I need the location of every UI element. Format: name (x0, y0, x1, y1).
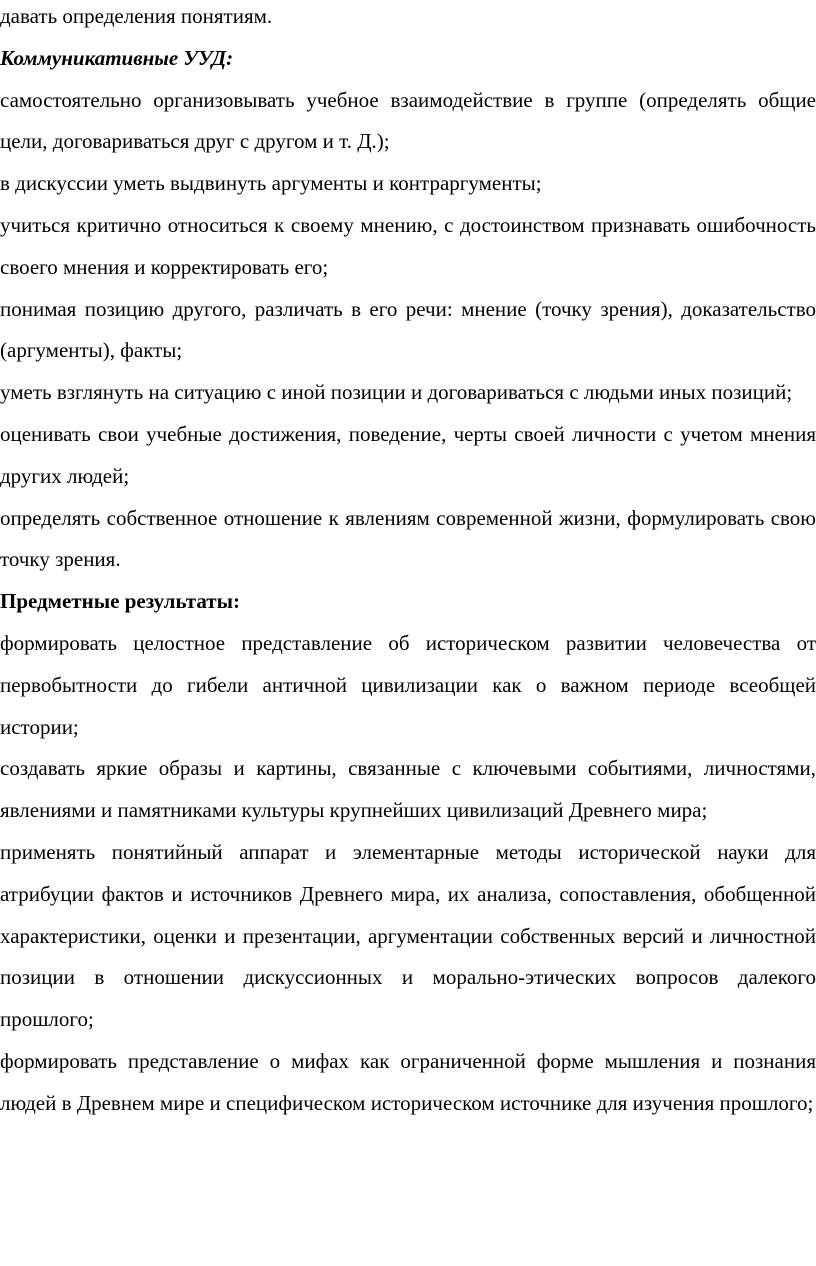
communicative-item: оценивать свои учебные достижения, поведение, черты своей личности с учетом мнения других людей; (0, 421, 816, 488)
communicative-item: определять собственное отношение к явлениям современной жизни, формулировать свою точку зрения. (0, 505, 816, 572)
communicative-item: уметь взглянуть на ситуацию с иной позиции и договариваться с людьми иных позиций; (0, 380, 793, 405)
communicative-heading: Коммуникативные УУД: (0, 45, 234, 70)
subject-results-heading: Предметные результаты: (0, 589, 240, 614)
communicative-item: в дискуссии уметь выдвинуть аргументы и контраргументы; (0, 171, 542, 196)
communicative-item: учиться критично относиться к своему мнению, с достоинством признавать ошибочность своего мнения и корректировать его; (0, 212, 816, 279)
subject-item: формировать представление о мифах как ограниченной форме мышления и познания людей в Древнем мире и специфическом историческом источнике для изучения прошлого; (0, 1048, 816, 1115)
communicative-item: самостоятельно организовывать учебное взаимодействие в группе (определять общие цели, договариваться друг с другом и т. Д.); (0, 87, 816, 154)
intro-line: давать определения понятиям. (0, 4, 273, 28)
subject-item: формировать целостное представление об историческом развитии человечества от первобытности до гибели античной цивилизации как о важном периоде всеобщей истории; (0, 630, 816, 739)
subject-item: применять понятийный аппарат и элементарные методы исторической науки для атрибуции фактов и источников Древнего мира, их анализа, сопоставления, обобщенной характеристики, оценки и презентации, аргументации собственных версий и личностной позиции в отношении дискуссионных и морально-этических вопросов далекого прошлого; (0, 839, 816, 1032)
subject-item: создавать яркие образы и картины, связанные с ключевыми событиями, личностями, явлениями и памятниками культуры крупнейших цивилизаций Древнего мира; (0, 756, 816, 823)
communicative-item: понимая позицию другого, различать в его речи: мнение (точку зрения), доказательство (аргументы), факты; (0, 296, 816, 363)
